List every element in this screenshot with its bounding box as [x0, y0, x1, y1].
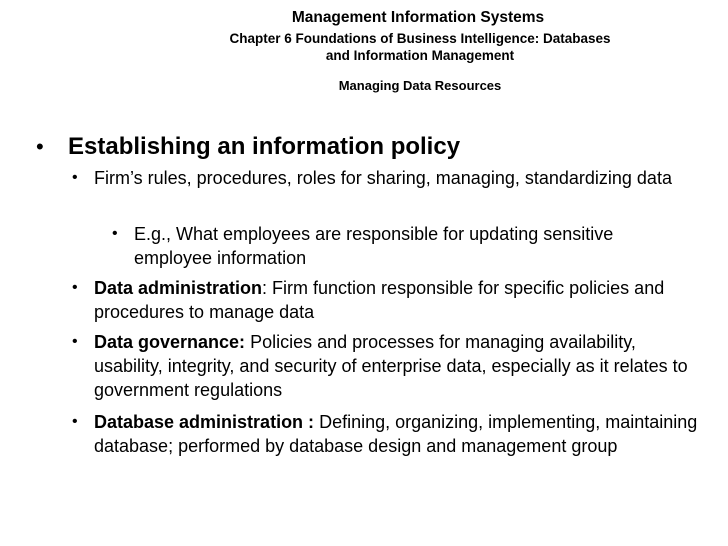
- term-definition: Policies and processes for managing availability, usability, integrity, and security of enterprise data, especially as it relates to government regulations: [94, 332, 688, 400]
- list-item-text: [94, 276, 706, 324]
- bullet-icon: •: [36, 134, 44, 159]
- term-label: Data administration: [94, 278, 263, 298]
- bullet-icon: •: [72, 279, 78, 296]
- term-label: Database administration :: [94, 412, 315, 432]
- term-definition: Defining, organizing, implementing, maintaining database; performed by database design and management group: [94, 412, 698, 456]
- list-item-text: [94, 330, 706, 402]
- term-definition: : Firm function responsible for specific policies and procedures to manage data: [94, 278, 665, 322]
- course-title: Management Information Systems: [291, 9, 545, 26]
- term-label: Data governance:: [94, 332, 246, 352]
- main-bullet-text: Establishing an information policy: [68, 133, 461, 160]
- chapter-title-line1: Chapter 6 Foundations of Business Intelligence: Databases: [229, 31, 611, 46]
- bullet-icon: •: [72, 169, 78, 186]
- list-item-text: E.g., What employees are responsible for updating sensitive employee information: [134, 224, 614, 268]
- bullet-icon: •: [112, 225, 118, 242]
- list-item-text: [94, 410, 706, 458]
- bullet-icon: •: [72, 333, 78, 350]
- section-subtitle: Managing Data Resources: [338, 78, 502, 93]
- chapter-title-line2: and Information Management: [325, 48, 515, 63]
- bullet-icon: •: [72, 413, 78, 430]
- list-item-text: Firm’s rules, procedures, roles for sharing, managing, standardizing data: [94, 168, 672, 188]
- chapter-title: [160, 30, 680, 64]
